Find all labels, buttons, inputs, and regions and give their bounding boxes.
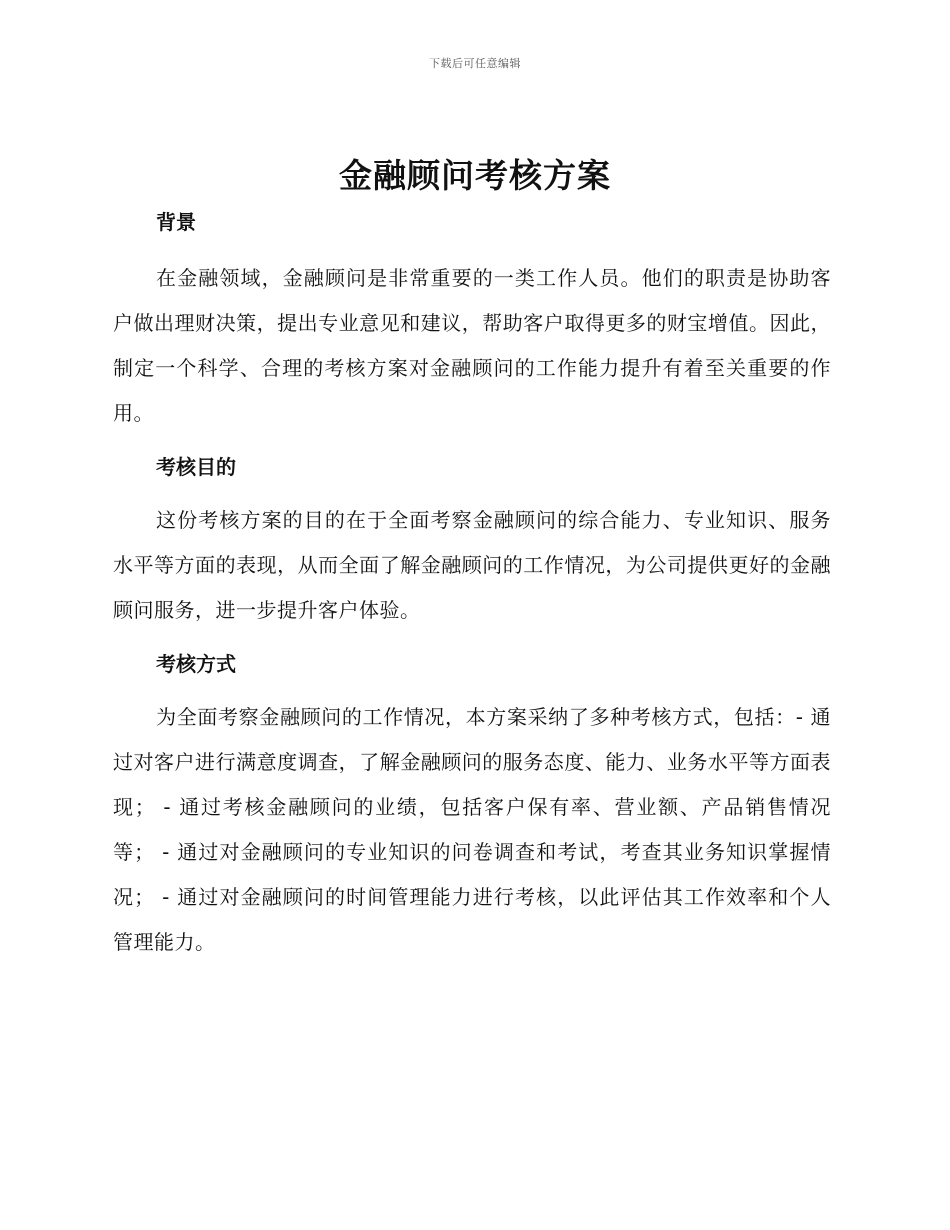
section-heading-method: 考核方式: [156, 652, 236, 676]
section-body-method-text: 为全面考察金融顾问的工作情况，本方案采纳了多种考核方式，包括：- 通过对客户进行满意度调查，了解金融顾问的服务态度、能力、业务水平等方面表现； - 通过考核金融顾问的业绩，包括客户保有率、营业额、产品销售情况等； - 通过对金融顾问的专业知识的问卷调查和考试，考查其业务知识掌握情况； - 通过对金融顾问的时间管理能力进行考核，以此评估其工作效率和个人管理能力。: [113, 705, 831, 954]
section-body-method: [113, 695, 831, 965]
document-title: 金融顾问考核方案: [339, 156, 611, 195]
section-heading-purpose: 考核目的: [156, 455, 236, 479]
section-body-purpose: 这份考核方案的目的在于全面考察金融顾问的综合能力、专业知识、服务水平等方面的表现，从而全面了解金融顾问的工作情况，为公司提供更好的金融顾问服务，进一步提升客户体验。: [113, 508, 831, 622]
section-body-background: 在金融领域，金融顾问是非常重要的一类工作人员。他们的职责是协助客户做出理财决策，提出专业意见和建议，帮助客户取得更多的财宝增值。因此，制定一个科学、合理的考核方案对金融顾问的工作能力提升有着至关重要的作用。: [113, 266, 831, 425]
document-content: [113, 205, 831, 965]
section-heading-background: 背景: [156, 210, 196, 234]
header-note: 下载后可任意编辑: [429, 57, 521, 70]
